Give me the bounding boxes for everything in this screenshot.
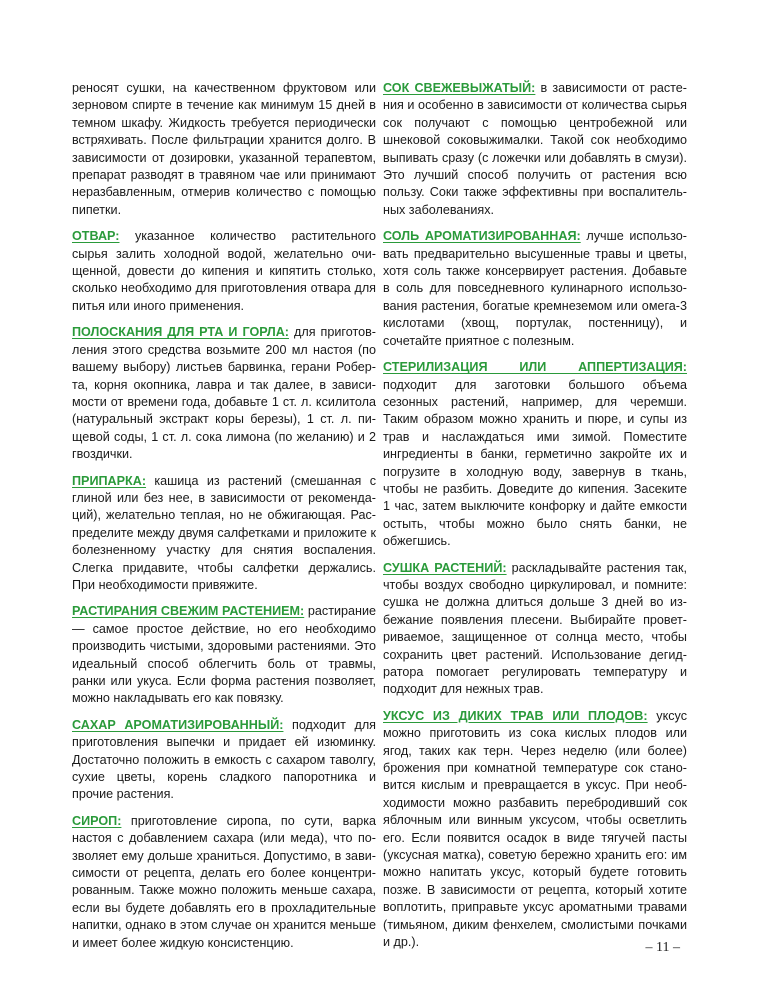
entry-text: в зависимости от растения и особенно в зависимости от количества сырья сок получают с помощью центробежной или шнековой соковыжималки. Такой сок необходимо выпивать сразу (с ложечки или добавлять в смузи). Это лучший способ получить от растения всю пользу. Соки также эффективны при воспалительных заболеваниях. — [383, 81, 687, 217]
entry-text: растирание — самое простое действие, но его необходимо производить чистыми, здоровыми растениями. Это идеальный способ облегчить боль от травмы, ранки или укуса. Если форма растения позволяет, можно накладывать его как повязку. — [72, 604, 376, 706]
entry-decoction — [72, 228, 376, 315]
term-heading: ПОЛОСКАНИЯ ДЛЯ РТА И ГОРЛА: — [72, 325, 289, 340]
term-heading: СУШКА РАСТЕНИЙ: — [383, 560, 507, 575]
continuation-paragraph: реносят сушки, на качественном фруктовом или зерновом спирте в течение как минимум 15 дней в темном шкафу. Жидкость требуется периодически встряхивать. После фильтрации хранится долго. В зависимости от дозировки, указанной терапевтом, препарат разводят в травяном чае или принимают неразбавленным, отмерив количество с помощью пипетки. — [72, 81, 376, 217]
right-column — [383, 80, 687, 961]
entry-drying — [383, 560, 687, 699]
entry-fresh-rub — [72, 603, 376, 707]
entry-text: раскладывайте растения так, чтобы воздух свободно циркулировал, и помните: сушка не должна длиться дольше 3 дней во избежание появления плесени. Выбирайте проветриваемое, защищенное от солнца место, чтобы сохранить цвет растений. Использование дегидратора помогает регулировать температуру и подходит для нежных трав. — [383, 560, 687, 697]
page-number: – 11 – — [645, 940, 680, 955]
term-heading: ОТВАР: — [72, 229, 120, 244]
left-column — [72, 80, 376, 961]
entry-fresh-juice — [383, 80, 687, 219]
entry-sterilization — [383, 359, 687, 550]
entry-syrup — [72, 813, 376, 952]
term-heading: СОЛЬ АРОМАТИЗИРОВАННАЯ: — [383, 229, 581, 244]
term-heading: СТЕРИЛИЗАЦИЯ ИЛИ АППЕРТИЗАЦИЯ: — [383, 360, 687, 375]
entry-text: подходит для заготовки большого объема сезонных растений, например, для черемши. Таким образом можно хранить и пюре, и супы из трав и наслаждаться ими зимой. Поместите ингредиенты в банки, герметично закройте их и погрузите в холодную воду, завернув в ткань, чтобы не разбить. Доведите до кипения. Засеките 1 час, затем выключите конфорку и дайте емкости остыть, чтобы можно было снять банки, не обжегшись. — [383, 377, 687, 549]
entry-flavored-sugar — [72, 717, 376, 804]
entry-vinegar — [383, 708, 687, 952]
term-heading: УКСУС ИЗ ДИКИХ ТРАВ ИЛИ ПЛОДОВ: — [383, 708, 648, 723]
entry-flavored-salt — [383, 228, 687, 350]
entry-text: указанное количество растительного сырья залить холодной водой, желательно очищенной, довести до кипения и кипятить столько, сколько необходимо для приготовления отвара для питья или иного применения. — [72, 229, 376, 313]
entry-mouth-rinse — [72, 324, 376, 463]
entry-text: подходит для приготовления выпечки и придает ей изюминку. Достаточно положить в емкость с сахаром таволгу, сухие цветы, корень сладкого папоротника и прочие растения. — [72, 717, 376, 802]
term-heading: СОК СВЕЖЕВЫЖАТЫЙ: — [383, 81, 536, 95]
entry-text: уксус можно приготовить из сока кислых плодов или ягод, таких как терн. Через неделю (или более) брожения при комнатной температуре сок становится кислым и превращается в уксус. При необходимости можно разбавить перебродивший сок яблочным или винным уксусом, чтобы осветлить его. Если появится осадок в виде тягучей пасты (уксусная матка), советую бережно хранить его: им можно напитать уксус, который будете готовить позже. В зависимости от рецепта, который хотите воплотить, приправьте уксус ароматными травами (тимьяном, диким фенхелем, смолистыми почками и др.). — [383, 708, 688, 950]
term-heading: РАСТИРАНИЯ СВЕЖИМ РАСТЕНИЕМ: — [72, 604, 305, 619]
entry-text: приготовление сиропа, по сути, варка настоя с добавлением сахара (или меда), что позволяет ему дольше храниться. Допустимо, в зависимости от рецепта, делать его более концентрированным. Также можно положить меньше сахара, если вы будете добавлять его в прохладительные напитки, однако в этом случае он хранится меньше и имеет более жидкую консистенцию. — [72, 813, 376, 950]
term-heading: ПРИПАРКА: — [72, 473, 147, 488]
entry-text: для приготовления этого средства возьмите 200 мл настоя (по вашему выбору) листьев барвинка, герани Роберта, корня окопника, лавра и так далее, в зависимости от времени года, добавьте 1 ст. л. ксилитола (натуральный экстракт коры березы), 1 ст. л. пищевой соды, 1 ст. л. сока лимона (по желанию) и 2 гвоздички. — [72, 325, 376, 462]
entry-text: кашица из растений (смешанная с глиной или без нее, в зависимости от рекомендаций), желательно теплая, но не обжигающая. Распределите между двумя салфетками и приложите к болезненному участку для снятия воспаления. Слегка придавите, чтобы салфетки держались. При необходимости привяжите. — [72, 473, 376, 592]
term-heading: СИРОП: — [72, 813, 122, 828]
term-heading: САХАР АРОМАТИЗИРОВАННЫЙ: — [72, 717, 284, 732]
entry-text: лучше использовать предварительно высушенные травы и цветы, хотя соль также консервирует растения. Добавьте в соль для повседневного кулинарного использования растения, богатые кремнеземом или омега-3 кислотами (хвощ, портулак, постенницу), и сочетайте приятное с полезным. — [383, 229, 687, 348]
entry-poultice — [72, 473, 376, 595]
